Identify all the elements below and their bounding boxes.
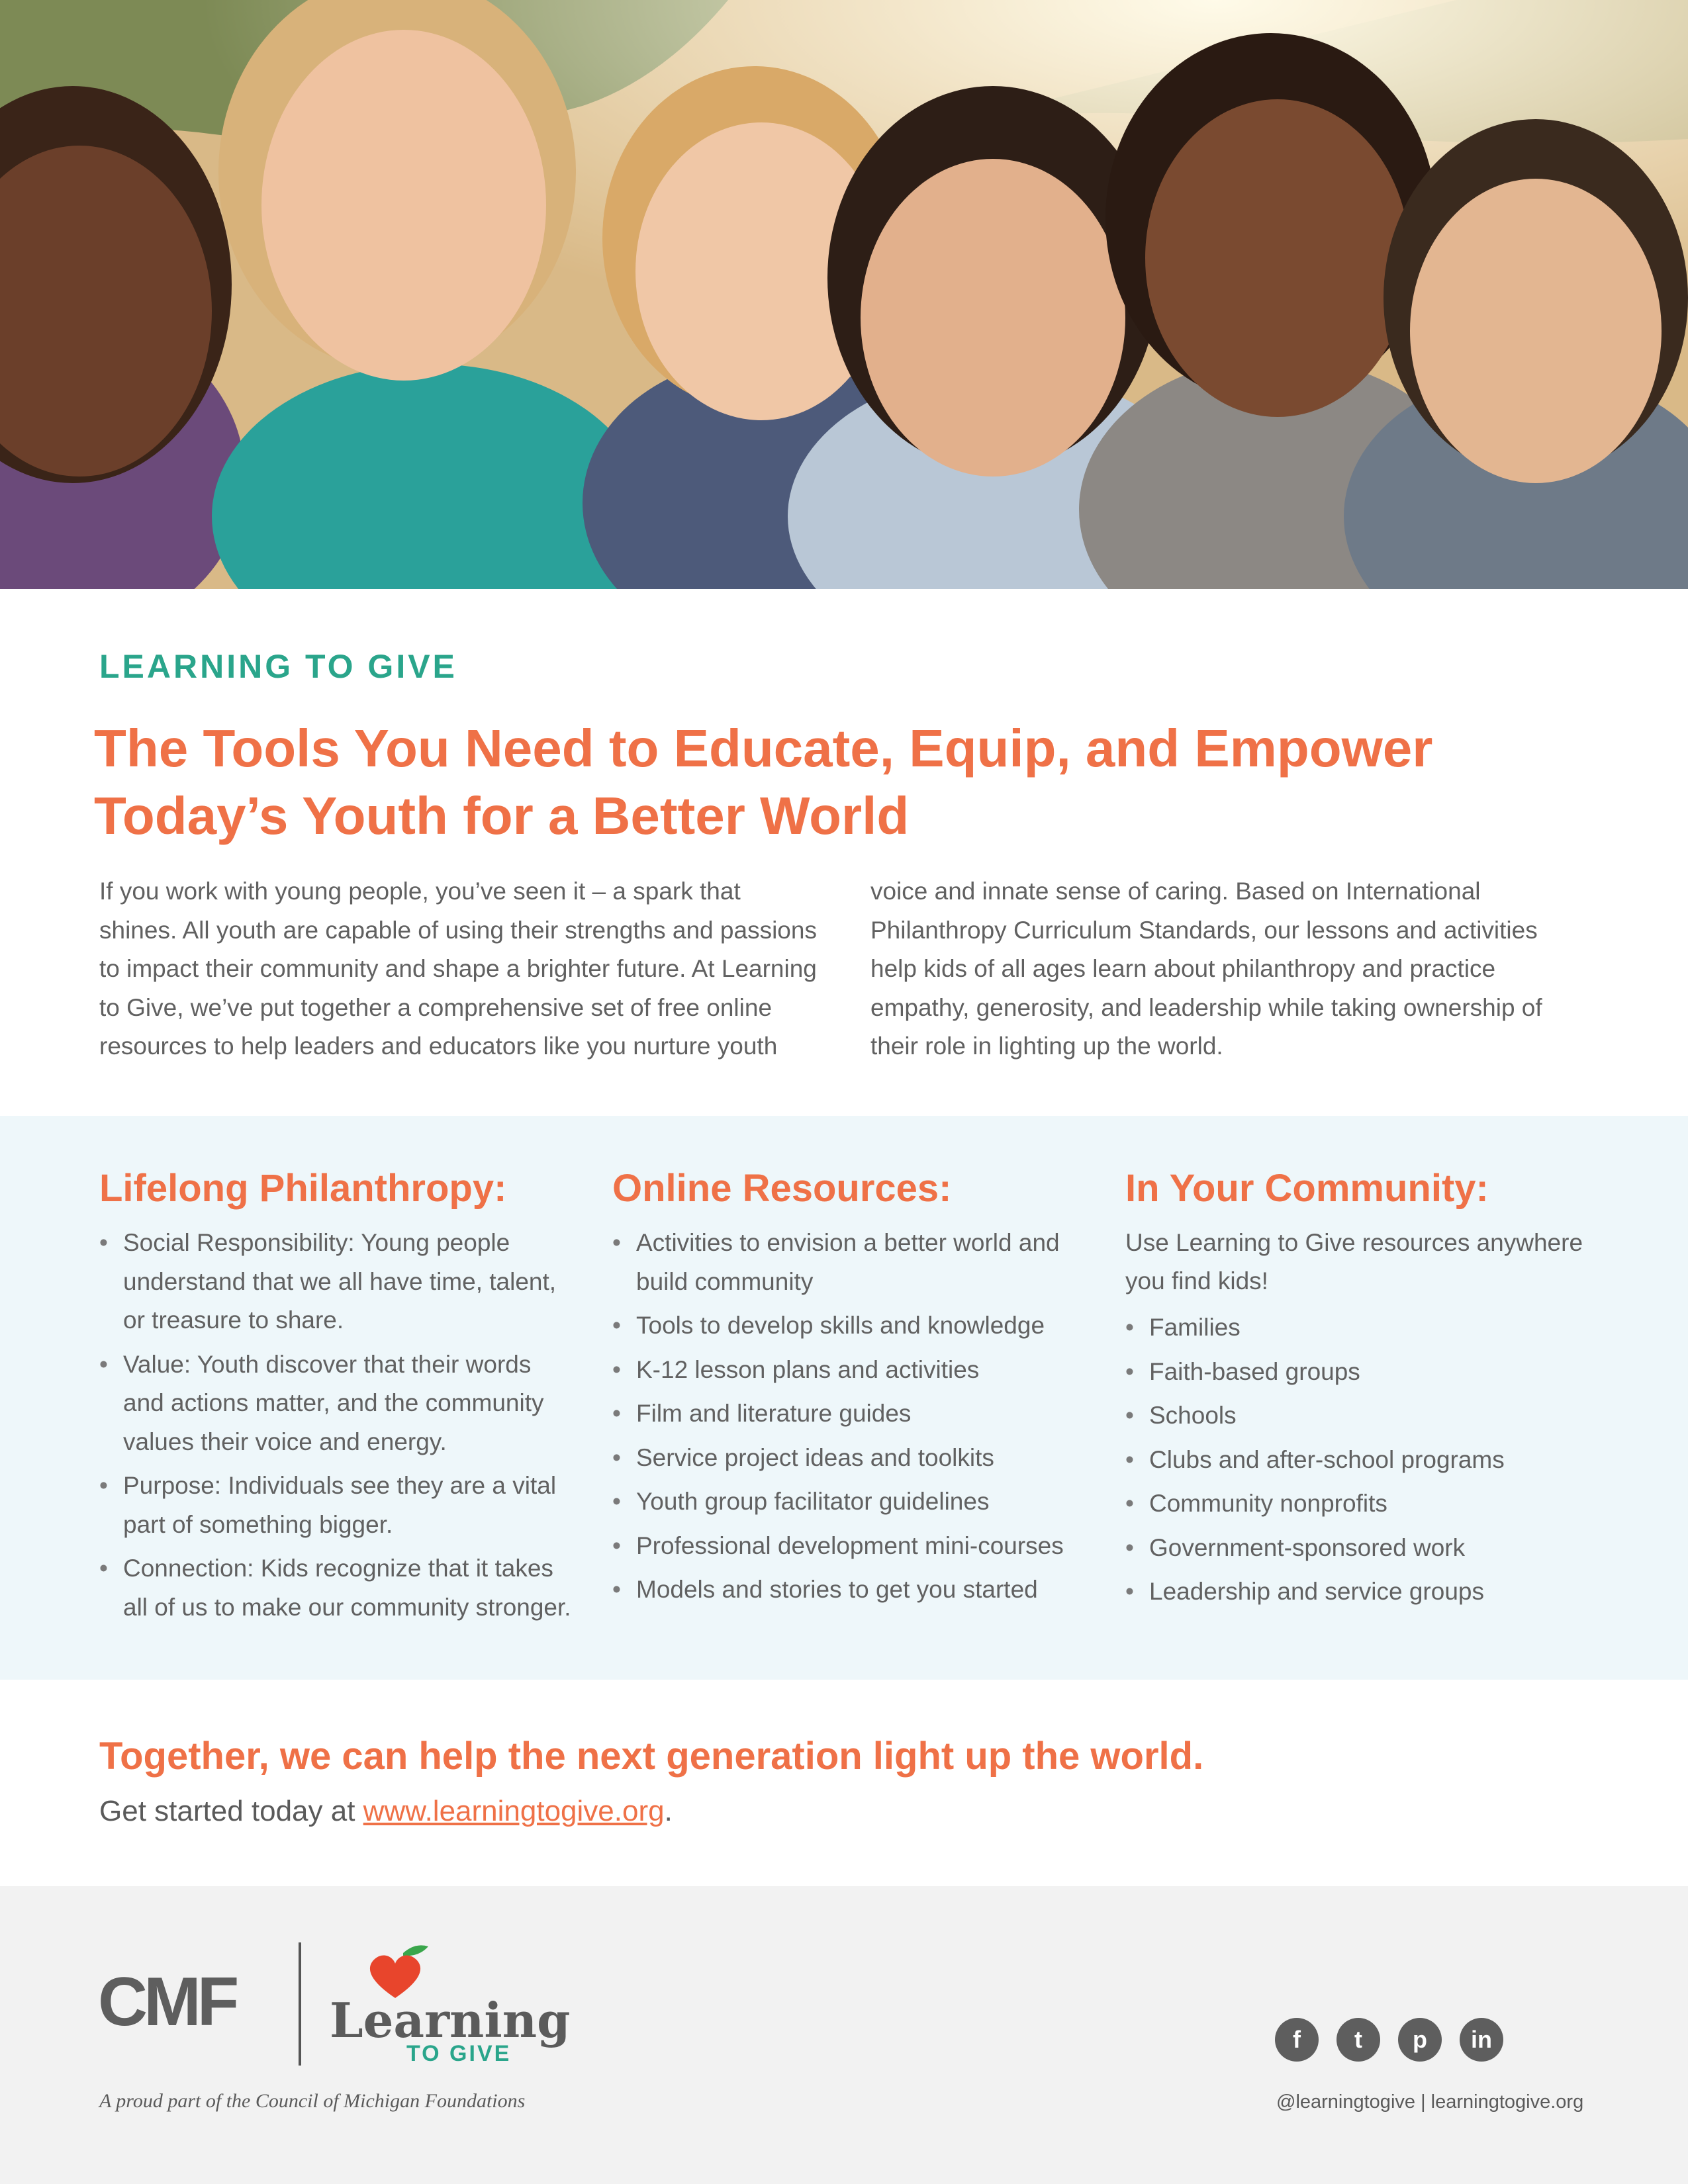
list-item: • Film and literature guides	[612, 1394, 1102, 1433]
column-title: In Your Community:	[1125, 1167, 1489, 1210]
list-item: • Leadership and service groups	[1125, 1572, 1602, 1612]
website-link[interactable]: www.learningtogive.org	[363, 1795, 665, 1827]
column-lead: Use Learning to Give resources anywhere you find kids!	[1125, 1229, 1583, 1295]
column-title: Online Resources:	[612, 1167, 952, 1210]
list-item: • Clubs and after-school programs	[1125, 1441, 1602, 1480]
facebook-icon[interactable]: f	[1275, 2018, 1319, 2062]
column-lifelong-philanthropy	[99, 1166, 576, 1632]
list-item: • Purpose: Individuals see they are a vital part of something bigger.	[99, 1467, 576, 1544]
column-in-your-community	[1125, 1166, 1602, 1617]
list-item: • Activities to envision a better world and build community	[612, 1224, 1102, 1301]
list-item: • Community nonprofits	[1125, 1484, 1602, 1524]
eyebrow-label: LEARNING TO GIVE	[99, 648, 457, 685]
headline-line-2: Today’s Youth for a Better World	[94, 786, 910, 845]
list-item: • K-12 lesson plans and activities	[612, 1351, 1102, 1390]
bullet-list	[1125, 1308, 1602, 1612]
learning-to-give-logo-sub: TO GIVE	[406, 2041, 512, 2066]
list-item: • Value: Youth discover that their words and actions matter, and the community values their voice and energy.	[99, 1345, 576, 1462]
bullet-list	[612, 1224, 1102, 1610]
learning-to-give-logo-word: Learning	[330, 1992, 571, 2048]
pinterest-icon[interactable]: p	[1398, 2018, 1442, 2062]
bullet-list	[99, 1224, 576, 1627]
list-item: • Models and stories to get you started	[612, 1570, 1102, 1610]
list-item: • Social Responsibility: Young people understand that we all have time, talent, or treasure to share.	[99, 1224, 576, 1340]
intro-paragraph: If you work with young people, you’ve seen it – a spark that shines. All youth are capable of using their strengths and passions to impact their community and shape a brighter future. At Learning to Give, we’ve put together a comprehensive set of free online resources to help leaders and educators like you nurture youth voice and innate sense of caring. Based on International Philanthropy Curriculum Standards, our lessons and activities help kids of all ages learn about philanthropy and practice empathy, generosity, and leadership while taking ownership of their role in lighting up the world.	[99, 878, 1542, 1060]
logo-divider	[299, 1942, 301, 2066]
list-item: • Service project ideas and toolkits	[612, 1439, 1102, 1478]
twitter-icon[interactable]: t	[1336, 2018, 1380, 2062]
get-started-prefix: Get started today at	[99, 1795, 363, 1827]
cta-headline: Together, we can help the next generation light up the world.	[99, 1735, 1204, 1778]
list-item: • Families	[1125, 1308, 1602, 1347]
cmf-logo-text: CMF	[98, 1971, 236, 2030]
list-item: • Professional development mini-courses	[612, 1527, 1102, 1566]
column-title: Lifelong Philanthropy:	[99, 1167, 507, 1210]
list-item: • Faith-based groups	[1125, 1353, 1602, 1392]
column-online-resources	[612, 1166, 1102, 1615]
page-headline	[94, 715, 1617, 850]
social-links	[1275, 2018, 1503, 2062]
list-item: • Tools to develop skills and knowledge	[612, 1306, 1102, 1345]
list-item: • Connection: Kids recognize that it takes all of us to make our community stronger.	[99, 1549, 576, 1627]
get-started-suffix: .	[664, 1795, 673, 1827]
proud-part-tagline: A proud part of the Council of Michigan Foundations	[99, 2090, 526, 2112]
headline-line-1: The Tools You Need to Educate, Equip, and Empower	[94, 719, 1433, 778]
list-item: • Government-sponsored work	[1125, 1529, 1602, 1568]
list-item: • Youth group facilitator guidelines	[612, 1482, 1102, 1522]
get-started-line	[99, 1795, 673, 1828]
hero-photo	[0, 0, 1688, 589]
linkedin-icon[interactable]: in	[1460, 2018, 1503, 2062]
children-group-photo	[0, 0, 1688, 589]
list-item: • Schools	[1125, 1396, 1602, 1435]
cmf-logo	[98, 1971, 270, 2030]
social-handles: @learningtogive | learningtogive.org	[1276, 2091, 1584, 2113]
